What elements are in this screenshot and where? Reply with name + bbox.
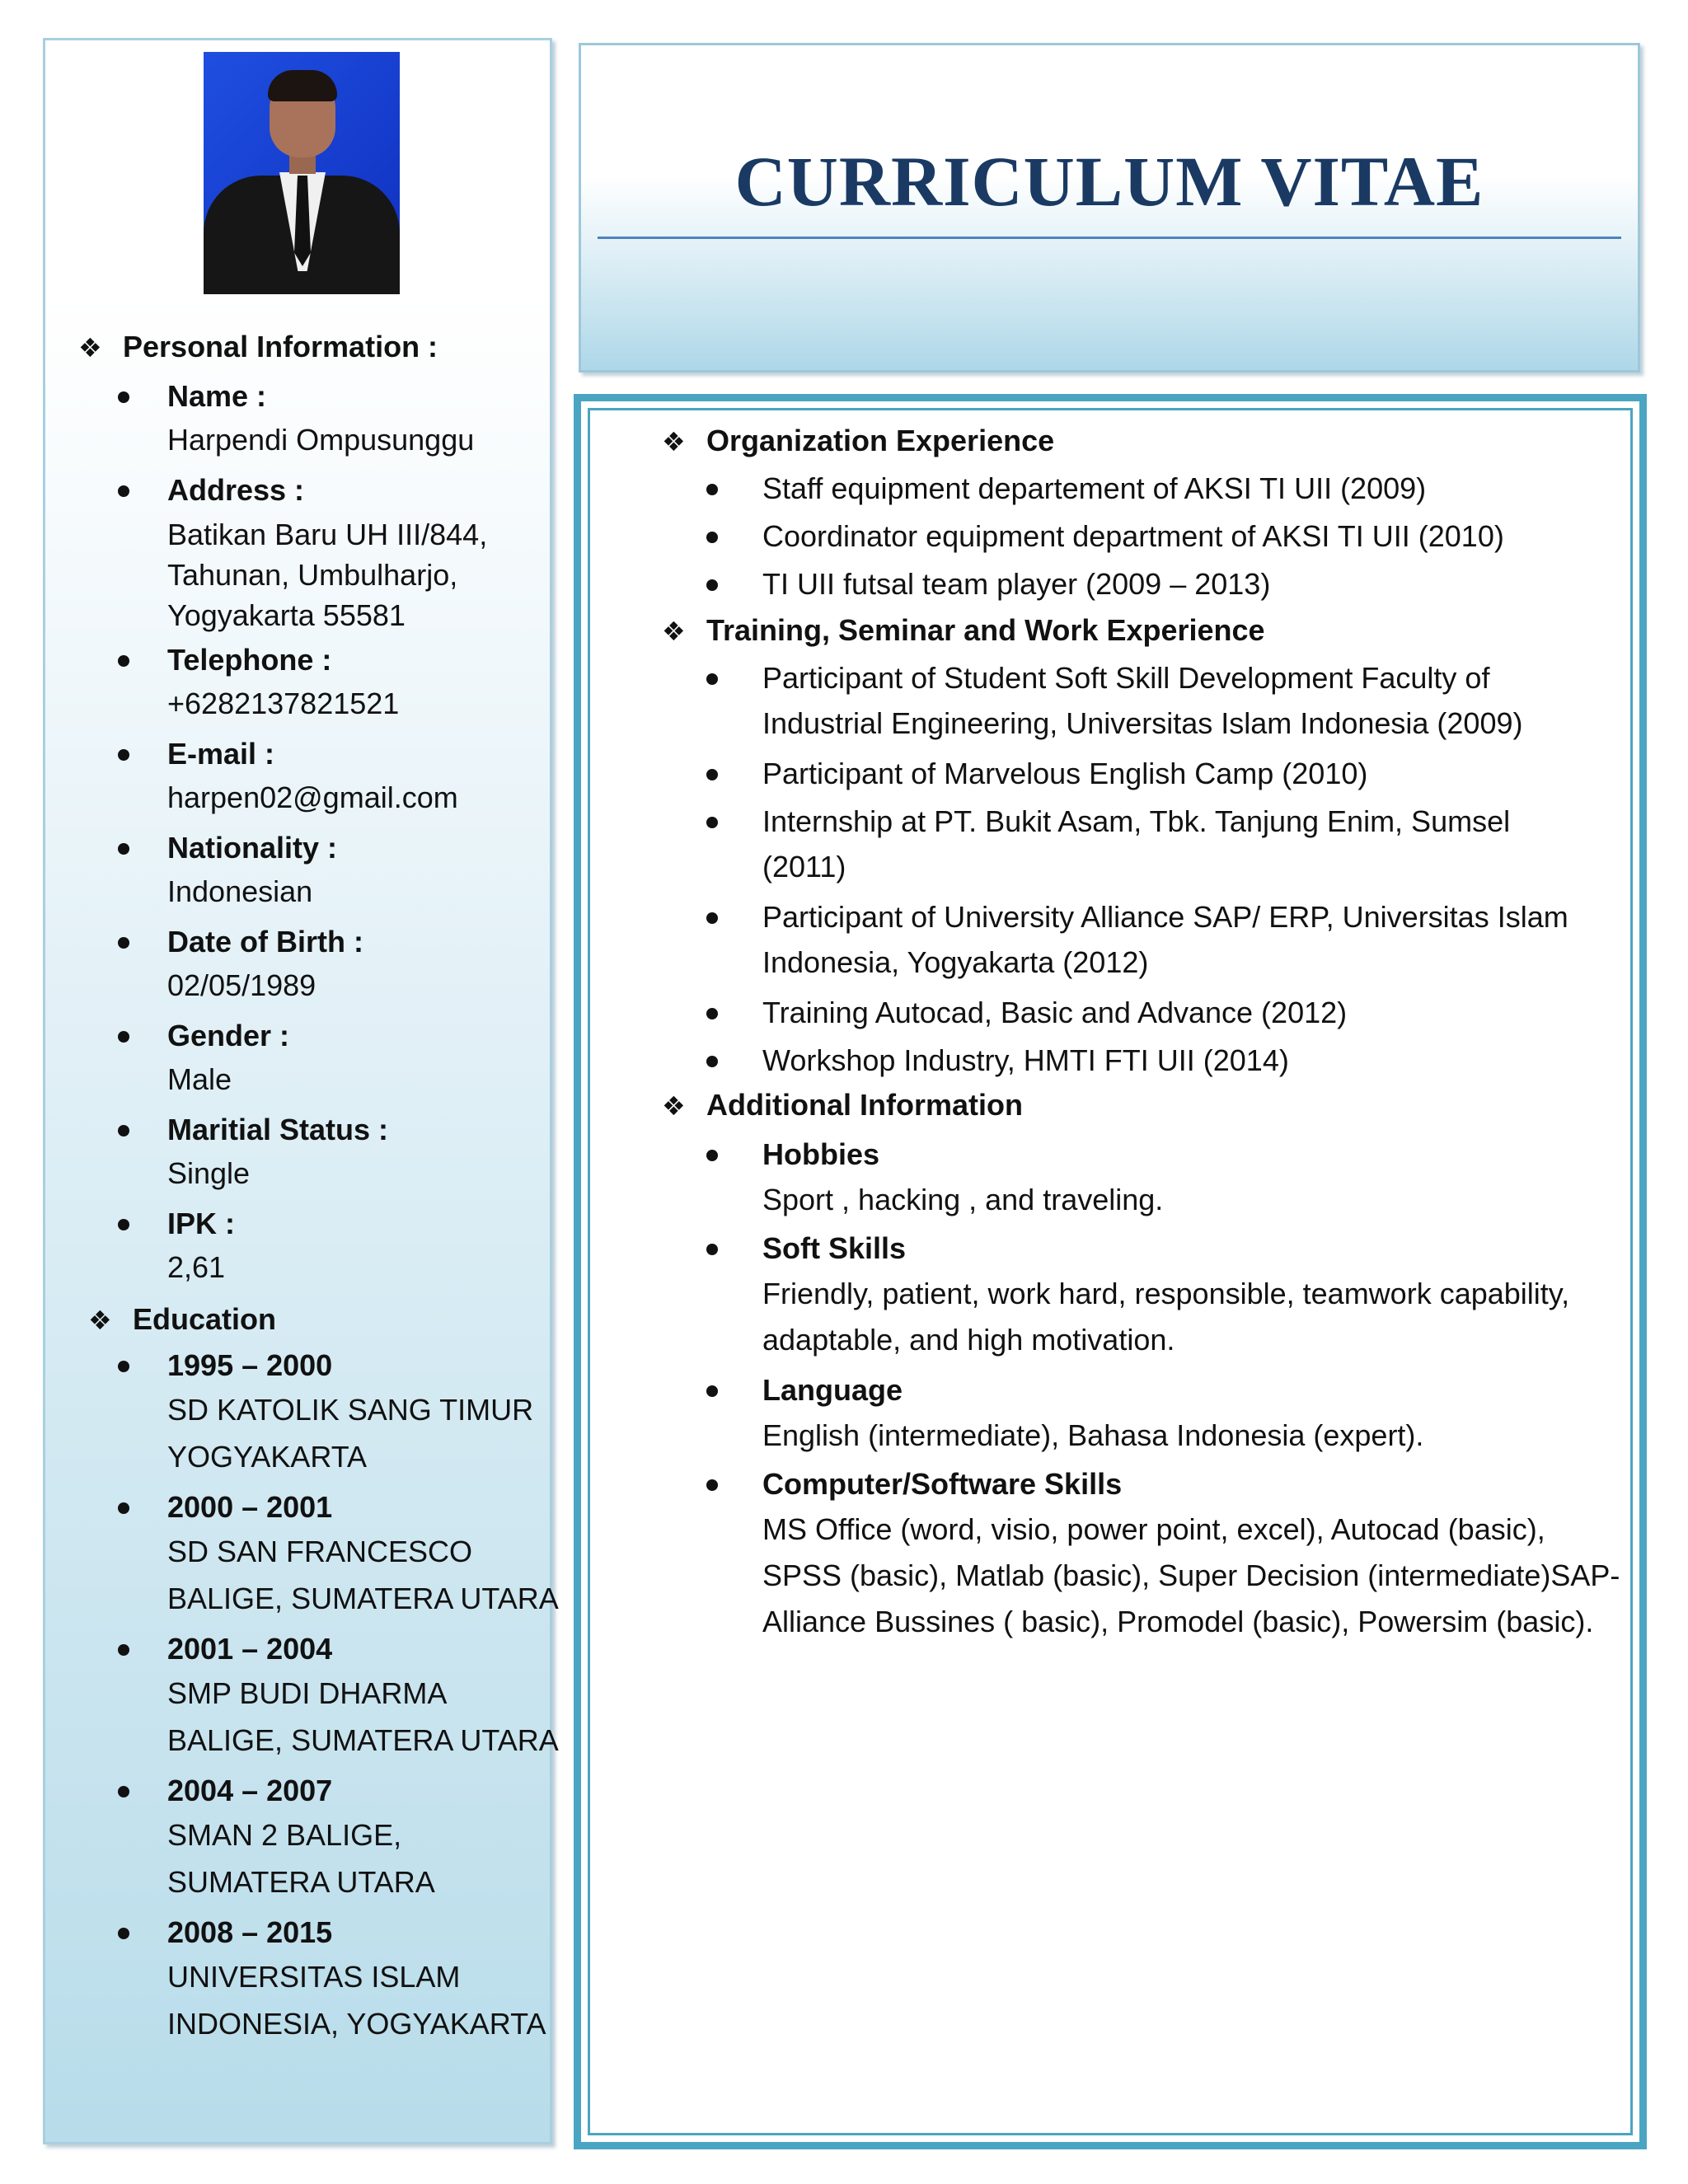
telephone-value: +6282137821521 (167, 687, 400, 720)
list-item-continuation: Indonesia, Yogyakarta (2012) (762, 945, 1149, 979)
bullet-icon (118, 1786, 129, 1797)
language-value: English (intermediate), Bahasa Indonesia (expert). (762, 1418, 1424, 1452)
address-line-3: Yogyakarta 55581 (167, 598, 406, 632)
education-line: SMP BUDI DHARMA (167, 1676, 448, 1710)
soft-skills-line: Friendly, patient, work hard, responsible, teamwork capability, (762, 1277, 1570, 1310)
education-line: SD SAN FRANCESCO (167, 1535, 473, 1568)
bullet-icon (706, 579, 718, 591)
organization-heading: ❖ Organization Experience (662, 424, 1055, 457)
bullet-icon (118, 1031, 129, 1043)
education-line: UNIVERSITAS ISLAM (167, 1960, 461, 1994)
bullet-icon (118, 1928, 129, 1939)
title-underline (598, 237, 1621, 239)
education-line: SUMATERA UTARA (167, 1865, 435, 1899)
nationality-value: Indonesian (167, 874, 313, 908)
education-line: INDONESIA, YOGYAKARTA (167, 2007, 546, 2041)
list-item-continuation: (2011) (762, 850, 846, 883)
main-content-panel: ❖ Organization Experience Staff equipment departement of AKSI TI UII (2009) Coordinator equipment department of AKSI TI UII (2010) TI UII futsal team player (2009 – 2013) ❖ Training, Seminar and Work Experience Participant of Student Soft Skill Development Faculty of Industrial Engineering, Universitas Islam Indonesia (2009) Participant of Marvelous English Camp (2010) Internship at PT. Bukit Asam, Tbk. Tanjung Enim, Sumsel (2011) Participant of University Alliance SAP/ ERP, Universitas Islam Indonesia, Yogyakarta (2012) Training Autocad, Basic and Advance (2012) Workshop Industry, HMTI FTI UII (2014) ❖ Additional Information Hobbies Sport , hacking , and traveling. Soft Skills Friendly, patient, work hard, responsible, teamwork capability, adaptable, and high motivation. Language English (intermediate), Bahasa Indonesia (expert). Computer/Software Skills MS Office (word, visio, power point, excel), Autocad (basic), SPSS (basic), Matlab (basic), Super Decision (intermediate)SAP- Alliance Bussines ( basic), Promodel (basic), Powersim (basic). (574, 394, 1647, 2149)
bullet-icon (118, 1644, 129, 1656)
sidebar: ❖ Personal Information : Name : Harpendi Ompusunggu Address : Batikan Baru UH III/844, Tahunan, Umbulharjo, Yogyakarta 55581 Telephone : +6282137821521 E-mail : harpen02@gmail.com Nationality : Indonesian Date of Birth : 02/05/1989 Gender : Male Maritial Status : Single IPK : 2,61 ❖ Education 1995 – 2000 SD KATOLIK SANG TIMUR YOGYAKARTA 2000 – 2001 SD SAN FRANCESCO BALIGE, SUMATERA UTARA 2001 – 2004 SMP BUDI DHARMA BALIGE, SUMATERA UTARA 2004 – 2007 SMAN 2 BALIGE, SUMATERA UTARA 2008 – 2015 UNIVERSITAS ISLAM INDONESIA, YOGYAKARTA (43, 38, 552, 2144)
bullet-icon (706, 1150, 718, 1161)
email-value: harpen02@gmail.com (167, 780, 458, 814)
bullet-icon (118, 1361, 129, 1372)
bullet-icon (118, 655, 129, 667)
diamond-bullet-icon: ❖ (662, 427, 686, 457)
title-banner (579, 43, 1640, 373)
computer-skills-line: SPSS (basic), Matlab (basic), Super Decision (intermediate)SAP- (762, 1558, 1620, 1592)
diamond-bullet-icon: ❖ (662, 616, 686, 646)
date-of-birth-value: 02/05/1989 (167, 968, 316, 1002)
bullet-icon (706, 532, 718, 543)
education-line: SD KATOLIK SANG TIMUR (167, 1393, 534, 1427)
bullet-icon (706, 1056, 718, 1067)
training-heading: ❖ Training, Seminar and Work Experience (662, 613, 1265, 647)
bullet-icon (118, 843, 129, 855)
profile-photo (204, 52, 400, 294)
education-line: BALIGE, SUMATERA UTARA (167, 1723, 559, 1757)
bullet-icon (706, 1244, 718, 1255)
address-line-1: Batikan Baru UH III/844, (167, 518, 488, 551)
diamond-bullet-icon: ❖ (78, 333, 102, 363)
diamond-bullet-icon: ❖ (88, 1305, 112, 1335)
bullet-icon (118, 1219, 129, 1230)
bullet-icon (706, 673, 718, 685)
bullet-icon (118, 749, 129, 761)
bullet-icon (706, 769, 718, 780)
education-line: YOGYAKARTA (167, 1440, 368, 1474)
bullet-icon (118, 1125, 129, 1137)
name-value: Harpendi Ompusunggu (167, 423, 475, 457)
computer-skills-line: MS Office (word, visio, power point, excel), Autocad (basic), (762, 1512, 1545, 1546)
diamond-bullet-icon: ❖ (662, 1091, 686, 1121)
soft-skills-line: adaptable, and high motivation. (762, 1323, 1175, 1357)
bullet-icon (118, 485, 129, 497)
bullet-icon (706, 1479, 718, 1491)
bullet-icon (118, 1502, 129, 1514)
ipk-value: 2,61 (167, 1250, 226, 1284)
bullet-icon (706, 484, 718, 495)
personal-info-heading: ❖ Personal Information : (78, 330, 438, 363)
bullet-icon (706, 817, 718, 828)
marital-status-value: Single (167, 1156, 251, 1190)
computer-skills-line: Alliance Bussines ( basic), Promodel (basic), Powersim (basic). (762, 1605, 1594, 1638)
hobbies-value: Sport , hacking , and traveling. (762, 1183, 1164, 1216)
bullet-icon (706, 912, 718, 924)
bullet-icon (706, 1008, 718, 1019)
additional-info-heading: ❖ Additional Information (662, 1088, 1023, 1122)
page-title: CURRICULUM VITAE (734, 142, 1484, 221)
education-line: BALIGE, SUMATERA UTARA (167, 1582, 559, 1615)
bullet-icon (118, 391, 129, 403)
education-line: SMAN 2 BALIGE, (167, 1818, 402, 1852)
bullet-icon (706, 1385, 718, 1397)
list-item-continuation: Industrial Engineering, Universitas Islam Indonesia (2009) (762, 706, 1523, 740)
bullet-icon (118, 937, 129, 949)
address-line-2: Tahunan, Umbulharjo, (167, 558, 458, 592)
gender-value: Male (167, 1062, 232, 1096)
education-heading: ❖ Education (88, 1302, 277, 1336)
